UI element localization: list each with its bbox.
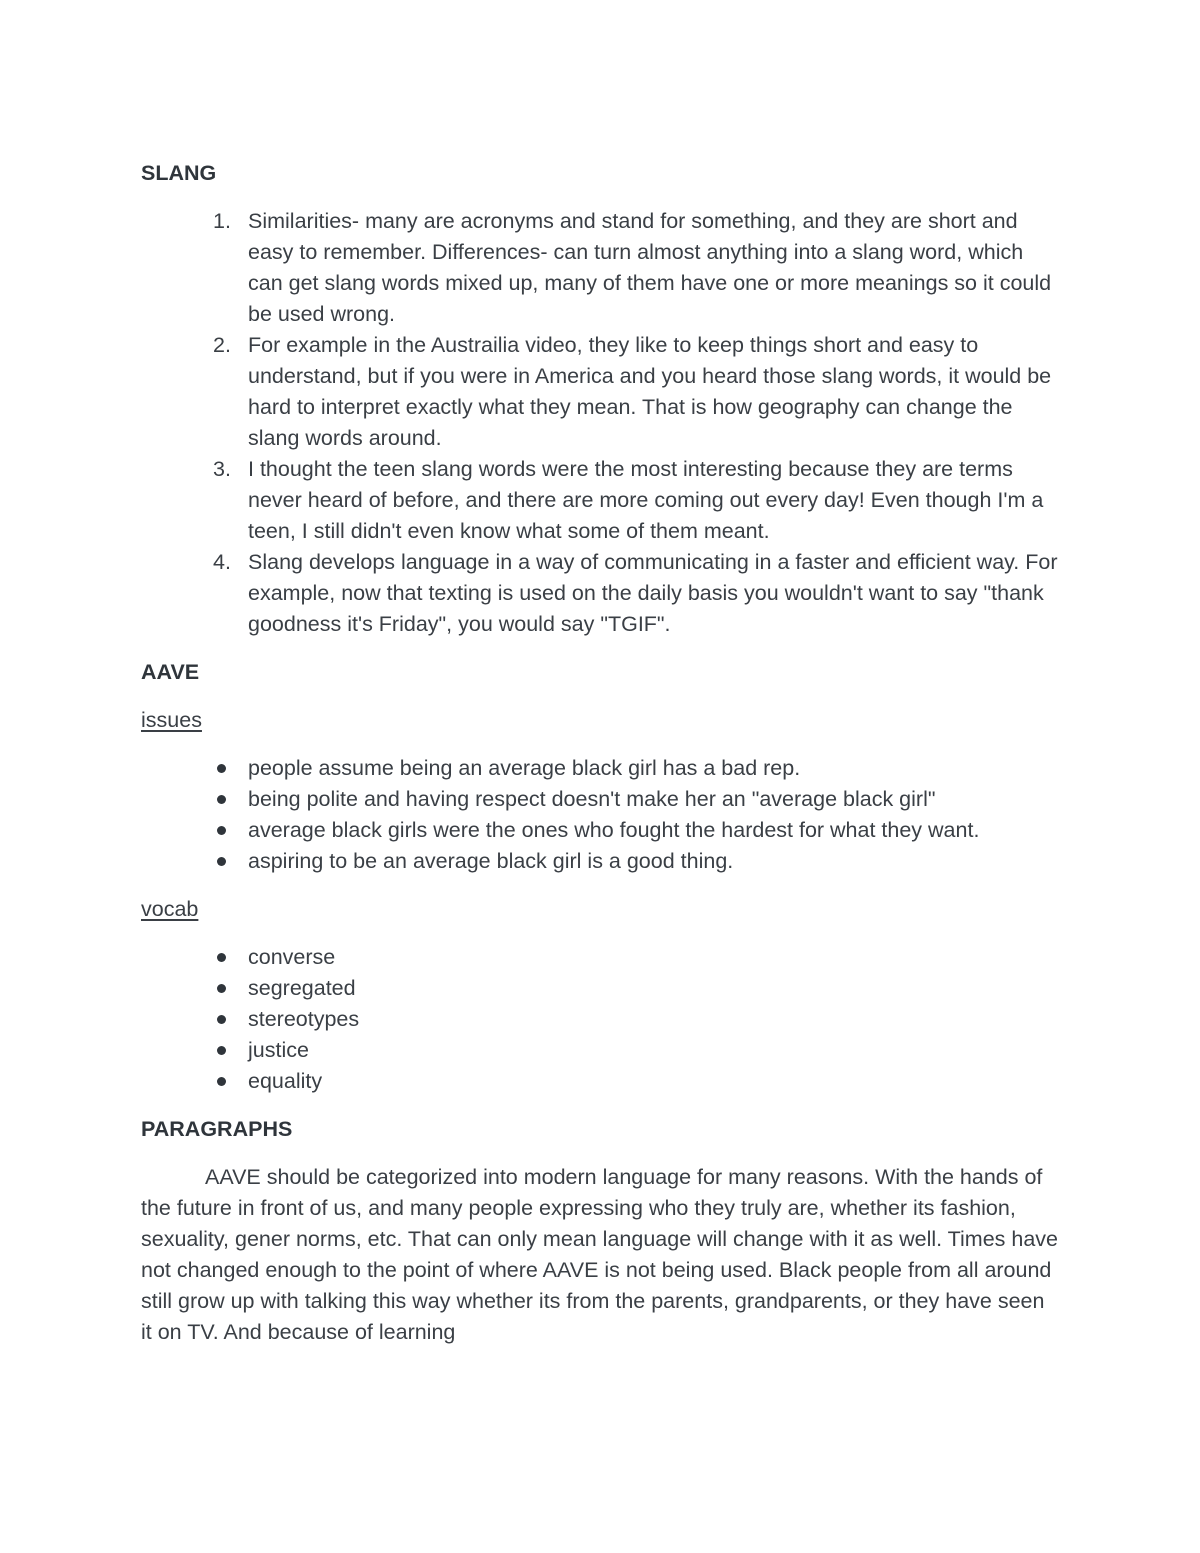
- bullet-icon: [217, 826, 226, 835]
- list-number: 3.: [213, 457, 231, 481]
- list-item-text: Similarities- many are acronyms and stand for something, and they are short and easy to remember. Differences- can turn almost anything into a slang word, which can get slang words mixed up, many of them have one or more meanings so it could be used wrong.: [248, 209, 1052, 326]
- vocab-subheading: vocab: [141, 897, 199, 921]
- list-item: [141, 1035, 1061, 1066]
- list-number: 4.: [213, 550, 231, 574]
- list-item: [141, 1004, 1061, 1035]
- bullet-icon: [217, 764, 226, 773]
- list-item: [141, 454, 1061, 547]
- list-item: [141, 1066, 1061, 1097]
- bullet-icon: [217, 857, 226, 866]
- list-item: [141, 942, 1061, 973]
- document-page: [141, 158, 1061, 1348]
- list-item-text: justice: [248, 1038, 309, 1062]
- issues-list: [141, 753, 1061, 877]
- list-item-text: people assume being an average black girl has a bad rep.: [248, 756, 801, 780]
- bullet-icon: [217, 1077, 226, 1086]
- issues-subheading: issues: [141, 708, 202, 732]
- list-item: [141, 784, 1061, 815]
- paragraphs-heading: PARAGRAPHS: [141, 1117, 293, 1141]
- list-item: [141, 330, 1061, 454]
- list-item-text: Slang develops language in a way of communicating in a faster and efficient way. For example, now that texting is used on the daily basis you wouldn't want to say "thank goodness it's Friday", you would say "TGIF".: [248, 550, 1058, 636]
- vocab-list: [141, 942, 1061, 1097]
- bullet-icon: [217, 795, 226, 804]
- list-item-text: stereotypes: [248, 1007, 360, 1031]
- list-item-text: aspiring to be an average black girl is a good thing.: [248, 849, 734, 873]
- list-item-text: I thought the teen slang words were the most interesting because they are terms never heard of before, and there are more coming out every day! Even though I'm a teen, I still didn't even know what some of them meant.: [248, 457, 1044, 543]
- list-item-text: For example in the Austrailia video, they like to keep things short and easy to understand, but if you were in America and you heard those slang words, it would be hard to interpret exactly what they mean. That is how geography can change the slang words around.: [248, 333, 1052, 450]
- list-item-text: average black girls were the ones who fought the hardest for what they want.: [248, 818, 980, 842]
- list-number: 1.: [213, 209, 231, 233]
- list-item-text: equality: [248, 1069, 323, 1093]
- bullet-icon: [217, 1015, 226, 1024]
- slang-heading: SLANG: [141, 161, 217, 185]
- list-item-text: being polite and having respect doesn't make her an "average black girl": [248, 787, 936, 811]
- bullet-icon: [217, 953, 226, 962]
- list-item: [141, 846, 1061, 877]
- bullet-icon: [217, 1046, 226, 1055]
- list-item-text: converse: [248, 945, 336, 969]
- list-number: 2.: [213, 333, 231, 357]
- list-item: [141, 547, 1061, 640]
- list-item: [141, 206, 1061, 330]
- list-item-text: segregated: [248, 976, 356, 1000]
- aave-heading: AAVE: [141, 660, 200, 684]
- slang-list: [141, 206, 1061, 640]
- list-item: [141, 815, 1061, 846]
- paragraph-body: AAVE should be categorized into modern language for many reasons. With the hands of the future in front of us, and many people expressing who they truly are, whether its fashion, sexuality, gener norms, etc. That can only mean language will change with it as well. Times have not changed enough to the point of where AAVE is not being used. Black people from all around still grow up with talking this way whether its from the parents, grandparents, or they have seen it on TV. And because of learning: [141, 1165, 1059, 1344]
- bullet-icon: [217, 984, 226, 993]
- list-item: [141, 753, 1061, 784]
- list-item: [141, 973, 1061, 1004]
